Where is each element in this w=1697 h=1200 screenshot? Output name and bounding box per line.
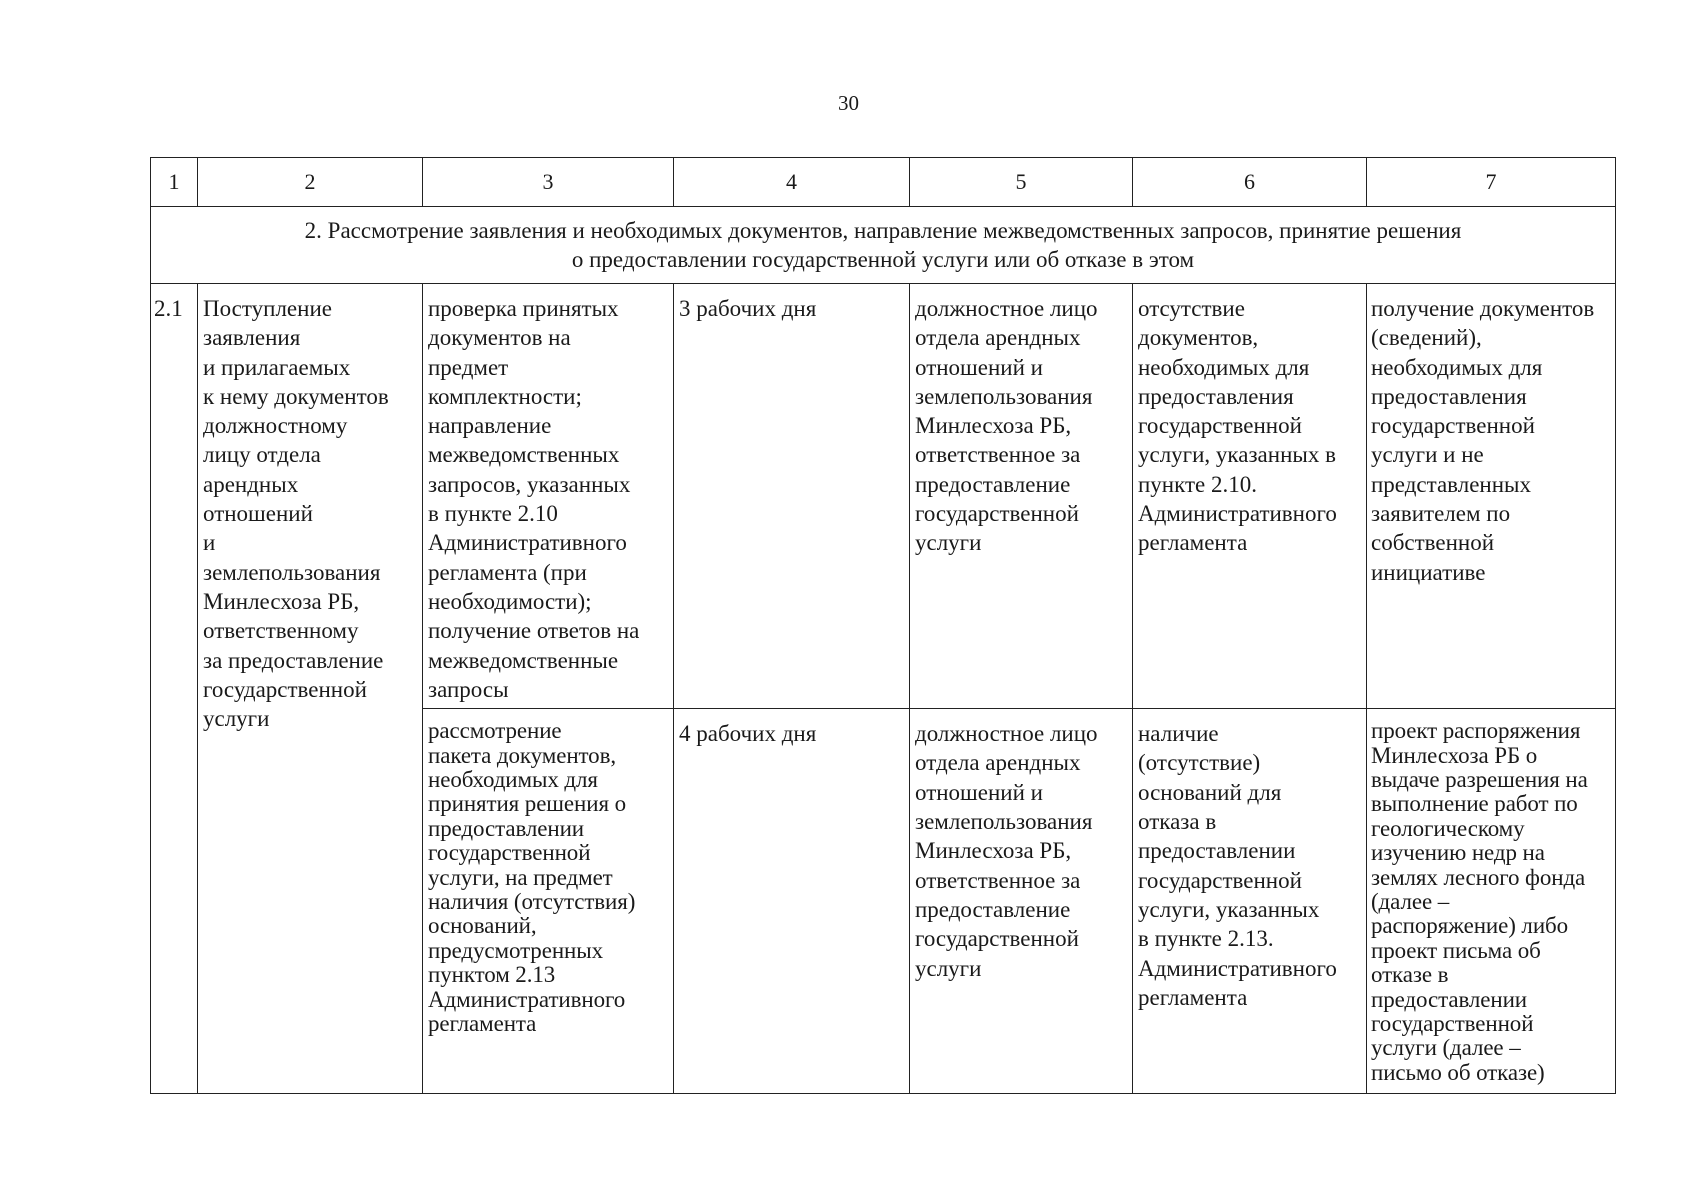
text-line: проверка принятых (428, 296, 619, 321)
text-line: должностное лицо (915, 296, 1098, 321)
column-number-cell: 2 (198, 158, 423, 207)
text-line: запросов, указанных (428, 471, 631, 497)
text-line: ответственное за (915, 442, 1081, 468)
text-line: государственной (1138, 867, 1302, 893)
column-number-cell: 4 (674, 158, 910, 207)
text-line: услуги (203, 706, 270, 732)
text-line: в пункте 2.13. (1138, 926, 1274, 952)
text-line: документов, (1138, 325, 1259, 351)
text-line: государственной (915, 501, 1079, 527)
text-line: комплектности; (428, 383, 582, 409)
text-line: инициативе (1371, 559, 1486, 585)
responsible-cell (910, 709, 1133, 1094)
text-line: отказа в (1138, 809, 1217, 835)
text-line: геологическому (1371, 815, 1525, 841)
text-line: лицу отдела (203, 442, 321, 468)
text-line: проект письма об (1371, 937, 1541, 963)
text-line: направление (428, 413, 552, 439)
text-line: предоставлении (1138, 838, 1296, 864)
text-line: государственной (1371, 1011, 1534, 1037)
text-line: арендных (203, 471, 299, 497)
text-line: предусмотренных (428, 937, 603, 963)
column-number-cell: 1 (151, 158, 198, 207)
text-line: необходимых для (1138, 354, 1310, 380)
text-line: (далее – (1371, 889, 1450, 914)
text-line: услуги (915, 530, 982, 556)
text-line: Административного (428, 530, 627, 556)
section-title-cell (151, 207, 1616, 284)
text-line: регламента (при (428, 559, 587, 585)
text-line: услуги, указанных в (1138, 442, 1336, 468)
text-line: проект распоряжения (1371, 718, 1581, 744)
text-line: межведомственные (428, 647, 619, 673)
text-line: ответственное за (915, 867, 1081, 893)
text-line: и прилагаемых (203, 354, 351, 380)
text-line: предоставление (915, 896, 1071, 922)
text-line: изучению недр на (1371, 840, 1545, 866)
text-line: документов на (428, 325, 571, 351)
text-line: предоставления (1138, 383, 1294, 409)
section-title-line: о предоставлении государственной услуги или об отказе в этом (571, 247, 1195, 272)
text-line: получение ответов на (428, 618, 640, 644)
text-line: к нему документов (203, 383, 389, 409)
text-line: регламента (428, 1011, 537, 1037)
text-line: землях лесного фонда (1371, 864, 1586, 890)
page-number: 30 (838, 91, 859, 115)
text-line: отказе в (1371, 962, 1449, 988)
text-line: отдела арендных (915, 325, 1081, 351)
text-line: предоставлении (1371, 986, 1528, 1012)
text-line: предоставления (1371, 383, 1527, 409)
text-line: необходимых для (428, 766, 598, 792)
text-line: Административного (1138, 955, 1337, 981)
column-number-cell: 7 (1367, 158, 1616, 207)
text-line: Минлесхоза РБ, (915, 413, 1072, 439)
text-line: заявления (203, 325, 301, 351)
column-number-cell: 5 (910, 158, 1133, 207)
row-number-cell: 2.1 (151, 284, 198, 1094)
text-line: и (203, 530, 216, 556)
regulation-table (150, 157, 1616, 1094)
procedure-content-cell (423, 709, 674, 1094)
text-line: землепользования (203, 559, 381, 585)
text-line: (сведений), (1371, 325, 1482, 351)
text-line: Поступление (203, 296, 332, 321)
result-cell (1367, 709, 1616, 1094)
text-line: предоставлении (428, 815, 585, 841)
text-line: регламента (1138, 984, 1248, 1010)
column-number-row (151, 158, 1616, 207)
text-line: услуги, на предмет (428, 864, 613, 890)
column-number-cell: 3 (423, 158, 674, 207)
text-line: Административного (428, 986, 626, 1012)
text-line: государственной (915, 926, 1079, 952)
text-line: отсутствие (1138, 296, 1245, 321)
text-line: Административного (1138, 501, 1337, 527)
text-line: отношений (203, 501, 313, 527)
text-line: (отсутствие) (1138, 750, 1261, 776)
text-line: запросы (428, 676, 509, 702)
responsible-cell (910, 284, 1133, 709)
text-line: Минлесхоза РБ, (915, 838, 1072, 864)
text-line: услуги (915, 955, 982, 981)
text-line: получение документов (1371, 296, 1595, 321)
text-line: государственной (1138, 413, 1302, 439)
procedure-content-cell (423, 284, 674, 709)
column-number-cell: 6 (1133, 158, 1367, 207)
criteria-cell (1133, 709, 1367, 1094)
text-line: государственной (428, 840, 591, 866)
text-line: услуги (далее – (1371, 1035, 1521, 1061)
term-cell: 3 рабочих дня (674, 284, 910, 709)
text-line: письмо об отказе) (1371, 1059, 1545, 1085)
text-line: оснований, (428, 913, 537, 939)
text-line: Минлесхоза РБ о (1371, 742, 1538, 768)
criteria-cell (1133, 284, 1367, 709)
section-title-line: 2. Рассмотрение заявления и необходимых документов, направление межведомственных запросов, принятие решения (304, 218, 1462, 243)
table-row (151, 284, 1616, 709)
text-line: отдела арендных (915, 750, 1081, 776)
section-title-row (151, 207, 1616, 284)
text-line: за предоставление (203, 647, 384, 673)
text-line: государственной (1371, 413, 1535, 439)
text-line: межведомственных (428, 442, 620, 468)
text-line: необходимости); (428, 588, 592, 614)
text-line: предоставление (915, 471, 1071, 497)
text-line: государственной (203, 676, 367, 702)
text-line: заявителем по (1371, 501, 1511, 527)
text-line: должностное лицо (915, 721, 1098, 747)
text-line: отношений и (915, 779, 1043, 805)
text-line: землепользования (915, 383, 1093, 409)
text-line: наличие (1138, 721, 1219, 747)
text-line: рассмотрение (428, 718, 562, 744)
text-line: наличия (отсутствия) (428, 889, 636, 914)
text-line: выполнение работ по (1371, 791, 1578, 817)
text-line: землепользования (915, 809, 1093, 835)
text-line: собственной (1371, 530, 1495, 556)
text-line: отношений и (915, 354, 1043, 380)
text-line: оснований для (1138, 779, 1282, 805)
text-line: должностному (203, 413, 348, 439)
text-line: пункте 2.10. (1138, 471, 1257, 497)
text-line: ответственному (203, 618, 359, 644)
text-line: необходимых для (1371, 354, 1543, 380)
text-line: пунктом 2.13 (428, 962, 556, 988)
result-cell (1367, 284, 1616, 709)
text-line: услуги и не (1371, 442, 1484, 468)
text-line: пакета документов, (428, 742, 616, 768)
text-line: Минлесхоза РБ, (203, 588, 360, 614)
action-cell (198, 284, 423, 1094)
text-line: предмет (428, 354, 509, 380)
text-line: выдаче разрешения на (1371, 766, 1588, 792)
term-cell: 4 рабочих дня (674, 709, 910, 1094)
text-line: представленных (1371, 471, 1531, 497)
text-line: регламента (1138, 530, 1248, 556)
text-line: принятия решения о (428, 791, 626, 817)
text-line: услуги, указанных (1138, 896, 1320, 922)
text-line: распоряжение) либо (1371, 913, 1569, 939)
text-line: в пункте 2.10 (428, 501, 558, 527)
